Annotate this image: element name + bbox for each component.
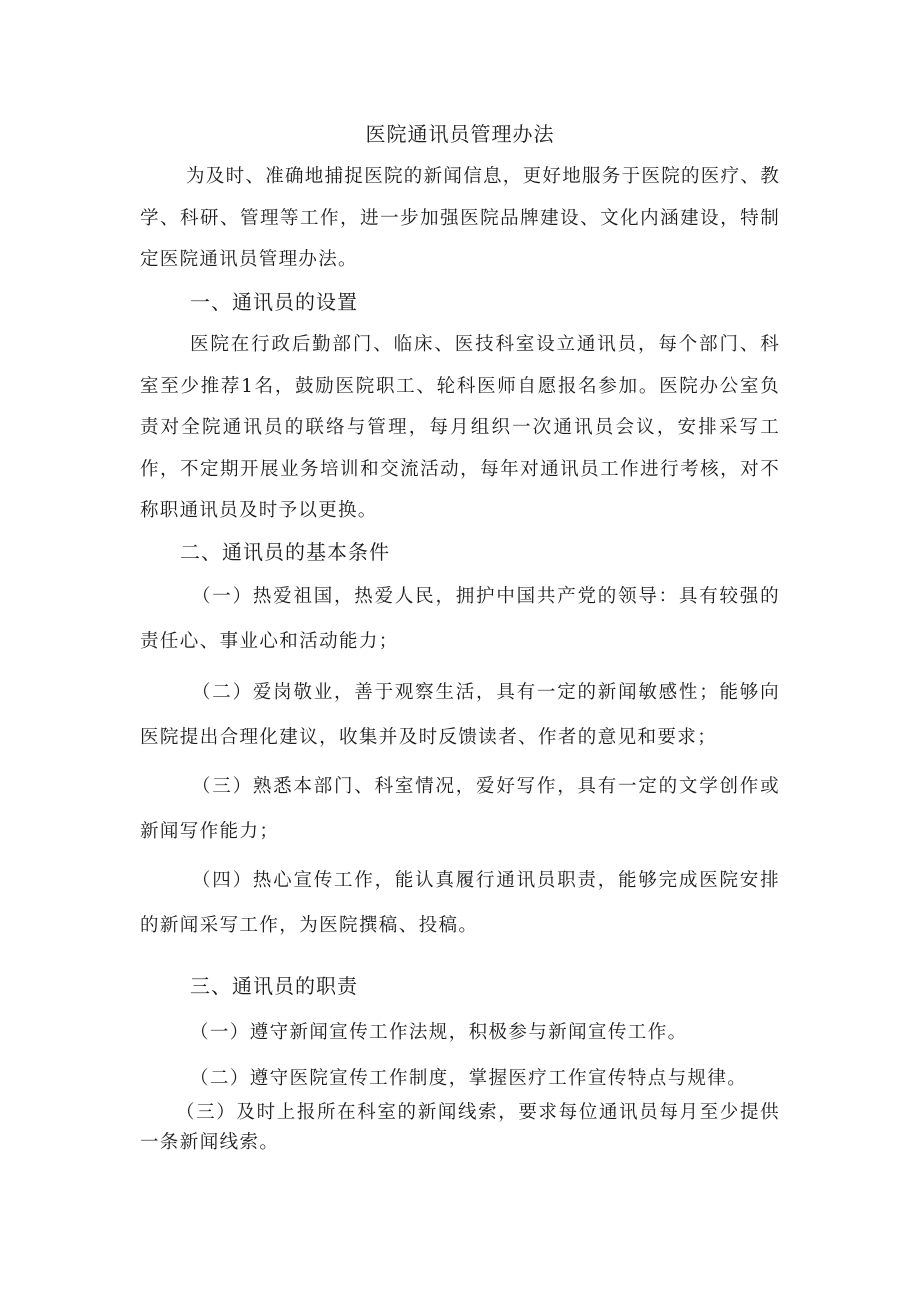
- condition-item-1: （一）热爱祖国，热爱人民，拥护中国共产党的领导：具有较强的责任心、事业心和活动能力；: [140, 586, 780, 652]
- intro-paragraph: 为及时、准确地捕捉医院的新闻信息，更好地服务于医院的医疗、教学、科研、管理等工作，进一步加强医院品牌建设、文化内涵建设，特制定医院通讯员管理办法。: [140, 166, 781, 270]
- condition-item-3: （三）熟悉本部门、科室情况，爱好写作，具有一定的文学创作或新闻写作能力；: [140, 776, 780, 842]
- section-heading-setup: 一、通讯员的设置: [190, 290, 358, 314]
- condition-item-2: （二）爱岗敬业，善于观察生活，具有一定的新闻敏感性；能够向医院提出合理化建议，收集并及时反馈读者、作者的意见和要求；: [140, 682, 780, 748]
- section-heading-duties: 三、通讯员的职责: [190, 974, 358, 998]
- section-heading-conditions: 二、通讯员的基本条件: [180, 540, 390, 564]
- duty-item-1: （一）遵守新闻宣传工作法规，积极参与新闻宣传工作。: [190, 1022, 688, 1043]
- setup-paragraph: 医院在行政后勤部门、临床、医技科室设立通讯员，每个部门、科室至少推荐1名，鼓励医院职工、轮科医师自愿报名参加。医院办公室负责对全院通讯员的联络与管理，每月组织一次通讯员会议，安排采写工作，不定期开展业务培训和交流活动，每年对通讯员工作进行考核，对不称职通讯员及时予以更换。: [140, 334, 780, 521]
- condition-item-4: （四）热心宣传工作，能认真履行通讯员职责，能够完成医院安排的新闻采写工作，为医院撰稿、投稿。: [140, 870, 780, 936]
- document-title: 医院通讯员管理办法: [365, 122, 555, 146]
- duty-item-3: （三）及时上报所在科室的新闻线索，要求每位通讯员每月至少提供一条新闻线索。: [140, 1102, 780, 1153]
- duty-item-2: （二）遵守医院宣传工作制度，掌握医疗工作宣传特点与规律。: [190, 1068, 748, 1089]
